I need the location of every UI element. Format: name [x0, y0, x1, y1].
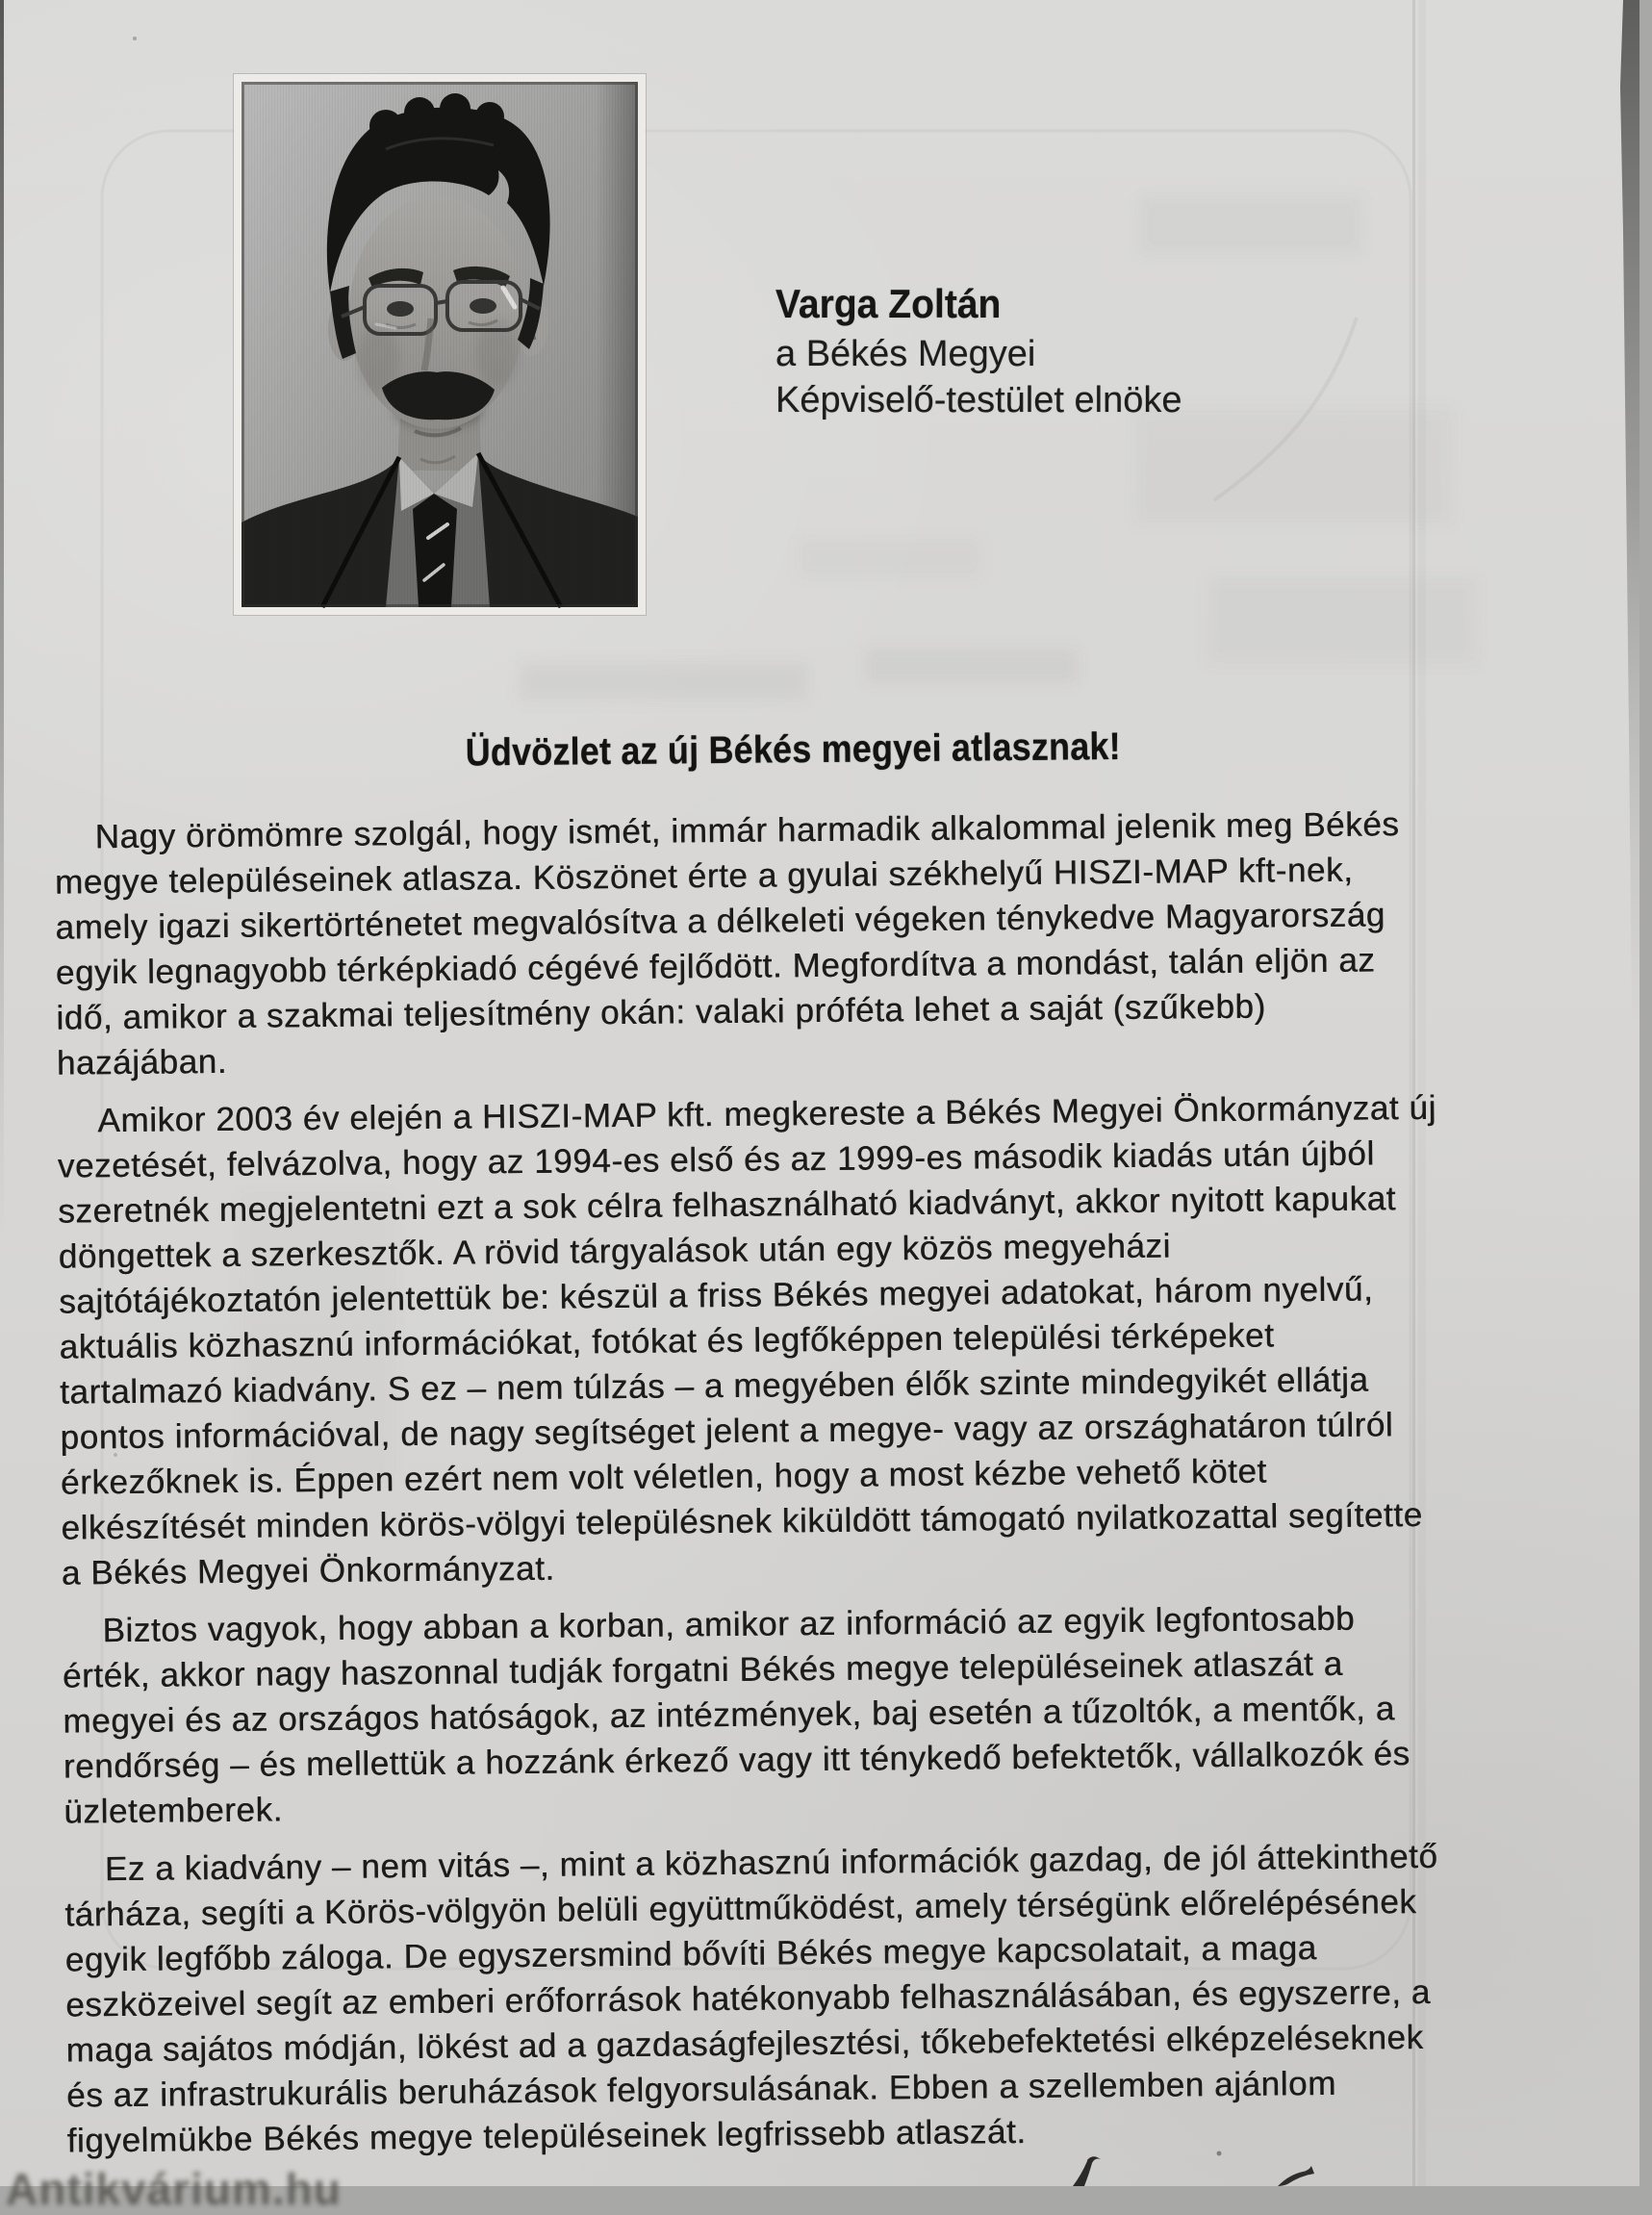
- signature-strokes: [1039, 2138, 1347, 2186]
- signature-stroke-2: [1278, 2166, 1314, 2186]
- paragraph-4: Ez a kiadvány – nem vitás –, mint a közhasznú információk gazdag, de jól áttekinthető tárháza, segíti a Körös-völgyön belüli együttműködést, amely térségünk előrelépésének egyik legfőbb záloga. De egyszersmind bővíti Békés megye kapcsolatait, a maga eszközeivel segít az emberi erőforrások hatékonyabb felhasználásában, és egyszerre, a maga sajátos módján, lökést ad a gazdaságfejlesztési, tőkebefektetési elképzeléseknek és az infrastrukurális beruházások felgyorsulásának. Ebben a szellemben ajánlom figyelmükbe Békés megye településeinek legfrissebb atlaszát.: [64, 1837, 1438, 2160]
- body-text: [54, 800, 1607, 2176]
- paragraph-3: Biztos vagyok, hogy abban a korban, amikor az információ az egyik legfontosabb érték, akkor nagy haszonnal tudják forgatni Békés megye településeinek atlaszát a megyei és az országos hatóságok, az intézmények, baj esetén a tűzoltók, a mentők, a rendőrség – és mellettük a hozzánk érkező vagy itt ténykedő befektetők, vállalkozók és üzletemberek.: [62, 1599, 1411, 1831]
- paragraph-2: Amikor 2003 év elején a HISZI-MAP kft. megkereste a Békés Megyei Önkormányzat új vezetését, felvázolva, hogy az 1994-es első és az 1999-es második kiadás után újból szeretnék megjelentetni ezt a sok célra felhasználható kiadványt, akkor nyitott kapukat döngettek a szerkesztők. A rövid tárgyalások után egy közös megyeházi sajtótájékoztatón jelentettük be: készül a friss Békés megyei adatokat, három nyelvű, aktuális közhasznú információkat, fotókat és legfőképpen települési térképeket tartalmazó kiadvány. S ez – nem túlzás – a megyében élők szinte mindegyikét ellátja pontos információval, de nagy segítséget jelent a megye- vagy az országhatáron túlról érkezőknek is. Éppen ezért nem volt véletlen, hogy a most kézbe vehető kötet elkészítését minden körös-völgyi településnek kiküldött támogató nyilatkozattal segítette a Békés Megyei Önkormányzat.: [57, 1088, 1437, 1592]
- author-title-line2: Képviselő-testület elnöke: [775, 380, 1182, 420]
- letter-heading: Üdvözlet az új Békés megyei atlasznak!: [465, 725, 1121, 775]
- signature-stroke-1: [1073, 2156, 1101, 2186]
- author-title-line1: a Békés Megyei: [775, 334, 1036, 374]
- paragraph-1: Nagy örömömre szolgál, hogy ismét, immár harmadik alkalommal jelenik meg Békés megye településeinek atlasza. Köszönet érte a gyulai székhelyű HISZI-MAP kft-nek, amely igazi sikertörténetet megvalósítva a délkeleti végeken ténykedve Magyarország egyik legnagyobb térképkiadó cégévé fejlődött. Megfordítva a mondást, talán eljön az idő, amikor a szakmai teljesítmény okán: valaki próféta lehet a saját (szűkebb) hazájában.: [54, 805, 1400, 1082]
- antikvarium-watermark: Antikvárium.hu: [6, 2164, 342, 2214]
- author-name: Varga Zoltán: [775, 281, 1002, 326]
